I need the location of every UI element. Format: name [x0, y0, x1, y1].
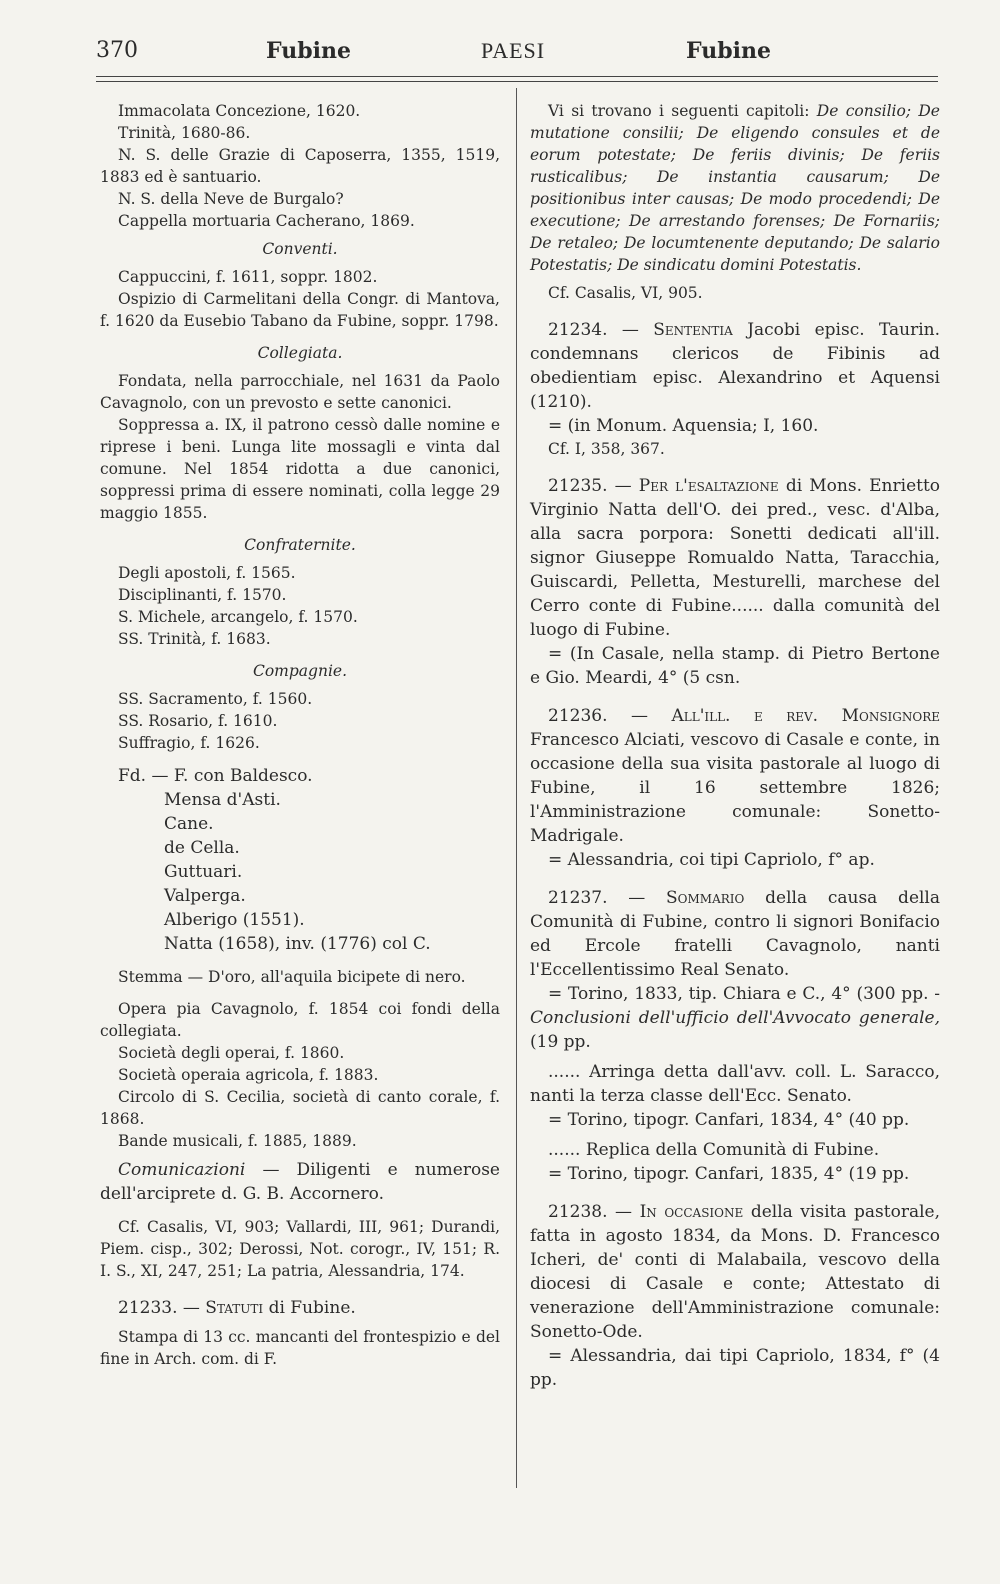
- confraternita-item: Degli apostoli, f. 1565.: [118, 564, 296, 582]
- entry-publication: = Alessandria, dai tipi Capriolo, 1834, f° (4 pp.: [530, 1346, 940, 1390]
- section-heading-conventi: Conventi.: [262, 240, 338, 258]
- entry-21235: [530, 474, 940, 642]
- collegiata-paragraph: Soppressa a. IX, il patrono cessò dalle nomine e riprese i beni. Lunga lite mossagli e vinta dal comune. Nel 1854 ridotta a due canonici, soppressi prima di essere nominati, colla legge 29 maggio 1855.: [100, 416, 500, 522]
- entry-cf: Cf. I, 358, 367.: [548, 440, 665, 458]
- church-item: Immacolata Concezione, 1620.: [118, 102, 361, 120]
- cf-casalis: Cf. Casalis, VI, 905.: [548, 284, 703, 302]
- entry-publication: = (In Casale, nella stamp. di Pietro Bertone e Gio. Meardi, 4° (5 csn.: [530, 644, 940, 688]
- comunicazioni-text: — Diligenti e numerose dell'arciprete d. G. B. Accornero.: [100, 1160, 500, 1204]
- entry-publication: = (in Monum. Aquensia; I, 160.: [548, 416, 819, 436]
- entry-21237: [530, 886, 940, 982]
- capitoli-paragraph: [530, 100, 940, 276]
- feudatari-first: Fd. — F. con Baldesco.: [118, 766, 313, 786]
- entry-21238: [530, 1200, 940, 1344]
- feudatario-item: Cane.: [164, 814, 214, 834]
- entry-title: All'ill. e rev. Monsignore: [671, 706, 940, 726]
- entry-text: della causa della Comunità di Fubine, contro li signori Bonifacio ed Ercole fratelli Cavagnolo, nanti l'Eccellentissimo Real Senato.: [530, 888, 941, 980]
- entry-publication: [530, 982, 940, 1054]
- compagnia-item: Suffragio, f. 1626.: [118, 734, 260, 752]
- comunicazioni: [100, 1158, 500, 1206]
- publication-pages: (19 pp.: [530, 1032, 591, 1052]
- feudatario-item: Valperga.: [164, 886, 246, 906]
- societa-item: Circolo di S. Cecilia, società di canto corale, f. 1868.: [100, 1088, 500, 1128]
- running-title-center: PAESI: [481, 38, 546, 63]
- column-divider: [516, 88, 517, 1488]
- feudatario-item: Natta (1658), inv. (1776) col C.: [164, 934, 431, 954]
- entry-publication: = Torino, tipogr. Canfari, 1835, 4° (19 pp.: [548, 1164, 910, 1184]
- entry-number: 21235. —: [548, 476, 632, 496]
- societa-item: Società operaia agricola, f. 1883.: [118, 1066, 379, 1084]
- capitoli-list: De consilio; De mutatione consilii; De eligendo consules et de eorum potestate; De feriis divinis; De feriis rusticalibus; De instantia causarum; De positionibus inter causas; De modo procedendi; De executione; De arrestando forenses; De Fornariis; De retaleo; De locumtenente deputando; De salario Potestatis; De sindicatu domini Potestatis.: [530, 102, 940, 274]
- confraternita-item: S. Michele, arcangelo, f. 1570.: [118, 608, 358, 626]
- confraternita-item: SS. Trinità, f. 1683.: [118, 630, 271, 648]
- entry-21236: [530, 704, 940, 848]
- entry-title: Statuti: [205, 1298, 264, 1318]
- running-title-left: Fubine: [266, 38, 351, 64]
- entry-number: 21237. —: [548, 888, 646, 908]
- bibliography-cf: Cf. Casalis, VI, 903; Vallardi, III, 961; Durandi, Piem. cisp., 302; Derossi, Not. corogr., IV, 151; R. I. S., XI, 247, 251; La patria, Alessandria, 174.: [100, 1218, 500, 1280]
- feudatario-item: de Cella.: [164, 838, 240, 858]
- page-number: 370: [96, 38, 138, 63]
- entry-title: Per l'esaltazione: [638, 476, 779, 496]
- publication-title: Conclusioni dell'ufficio dell'Avvocato generale,: [530, 1008, 940, 1028]
- church-item: N. S. della Neve de Burgalo?: [118, 190, 344, 208]
- entry-text: Francesco Alciati, vescovo di Casale e conte, in occasione della sua visita pastorale al luogo di Fubine, il 16 settembre 1826; l'Amministrazione comunale: Sonetto-Madrigale.: [530, 730, 940, 846]
- entry-number: 21233. —: [118, 1298, 200, 1318]
- feudatario-item: Mensa d'Asti.: [164, 790, 281, 810]
- entry-text: di Mons. Enrietto Virginio Natta dell'O. dei pred., vesc. d'Alba, alla sacra porpora: Sonetti dedicati all'ill. signor Giuseppe Romualdo Natta, Taracchia, Guiscardi, Pelletta, Mesturelli, marchese del Cerro conte di Fubine...... dalla comunità del luogo di Fubine.: [530, 476, 941, 640]
- entry-text: della visita pastorale, fatta in agosto 1834, da Mons. D. Francesco Icheri, de' conti di Malabaila, vescovo della diocesi di Casale e conte; Attestato di venerazione dell'Amministrazione comunale: Sonetto-Ode.: [530, 1202, 940, 1342]
- societa-item: Opera pia Cavagnolo, f. 1854 coi fondi della collegiata.: [100, 1000, 500, 1040]
- feudatario-item: Guttuari.: [164, 862, 243, 882]
- church-item: Cappella mortuaria Cacherano, 1869.: [118, 212, 415, 230]
- societa-item: Bande musicali, f. 1885, 1889.: [118, 1132, 357, 1150]
- confraternita-item: Disciplinanti, f. 1570.: [118, 586, 287, 604]
- entry-title: In occasione: [639, 1202, 744, 1222]
- collegiata-paragraph: Fondata, nella parrocchiale, nel 1631 da Paolo Cavagnolo, con un prevosto e sette canonici.: [100, 372, 500, 412]
- publication-text: = Torino, 1833, tip. Chiara e C., 4° (300 pp. -: [548, 984, 940, 1004]
- entry-title: Sententia: [653, 320, 733, 340]
- page-header: [96, 38, 936, 72]
- entry-21233: [100, 1296, 500, 1320]
- feudatari-block: [100, 764, 500, 956]
- comunicazioni-label: Comunicazioni: [118, 1160, 246, 1180]
- entry-note: Stampa di 13 cc. mancanti del frontespizio e del fine in Arch. com. di F.: [100, 1328, 500, 1368]
- entry-number: 21238. —: [548, 1202, 633, 1222]
- societa-item: Società degli operai, f. 1860.: [118, 1044, 345, 1062]
- convento-item: Ospizio di Carmelitani della Congr. di Mantova, f. 1620 da Eusebio Tabano da Fubine, soppr. 1798.: [100, 290, 500, 330]
- header-rule-top: [96, 76, 938, 77]
- running-title-right: Fubine: [686, 38, 771, 64]
- entry-21234: [530, 318, 940, 414]
- entry-title: Sommario: [666, 888, 745, 908]
- convento-item: Cappuccini, f. 1611, soppr. 1802.: [118, 268, 378, 286]
- section-heading-collegiata: Collegiata.: [257, 344, 343, 362]
- church-item: Trinità, 1680-86.: [118, 124, 251, 142]
- church-item: N. S. delle Grazie di Caposerra, 1355, 1519, 1883 ed è santuario.: [100, 146, 500, 186]
- section-heading-confraternite: Confraternite.: [244, 536, 356, 554]
- entry-subitem: ...... Arringa detta dall'avv. coll. L. Saracco, nanti la terza classe dell'Ecc. Senato.: [530, 1062, 940, 1106]
- capitoli-intro: Vi si trovano i seguenti capitoli:: [548, 102, 810, 120]
- left-column: [100, 100, 500, 1370]
- header-rule-bottom: [96, 81, 938, 82]
- feudatario-item: Alberigo (1551).: [164, 910, 305, 930]
- entry-publication: = Torino, tipogr. Canfari, 1834, 4° (40 pp.: [548, 1110, 910, 1130]
- stemma: Stemma — D'oro, all'aquila bicipete di nero.: [118, 968, 466, 986]
- entry-text: Jacobi episc. Taurin. condemnans clericos de Fibinis ad obedientiam episc. Alexandrino et Aquensi (1210).: [530, 320, 941, 412]
- entry-text: di Fubine.: [268, 1298, 356, 1318]
- compagnia-item: SS. Sacramento, f. 1560.: [118, 690, 313, 708]
- entry-number: 21234. —: [548, 320, 639, 340]
- entry-subitem: ...... Replica della Comunità di Fubine.: [548, 1140, 880, 1160]
- section-heading-compagnie: Compagnie.: [252, 662, 347, 680]
- entry-publication: = Alessandria, coi tipi Capriolo, f° ap.: [548, 850, 875, 870]
- compagnia-item: SS. Rosario, f. 1610.: [118, 712, 278, 730]
- entry-number: 21236. —: [548, 706, 648, 726]
- right-column: [530, 100, 940, 1392]
